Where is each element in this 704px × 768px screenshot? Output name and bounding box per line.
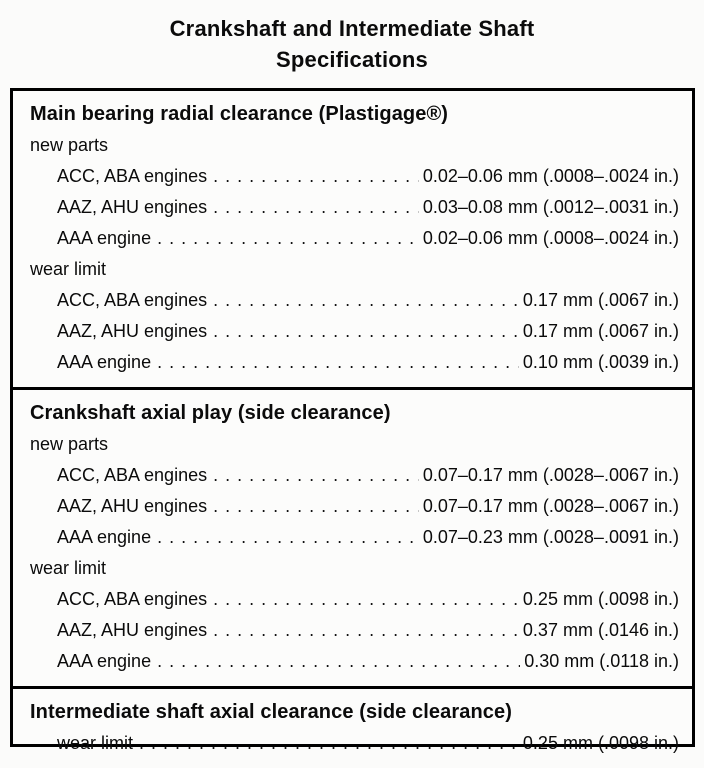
section-heading: Main bearing radial clearance (Plastigage®) [30,103,449,125]
dot-leader [157,347,519,378]
group-label-wear-limit: wear limit [30,558,107,578]
spec-row [57,316,679,347]
spec-row [57,460,679,491]
spec-row [57,615,679,646]
section-heading: Crankshaft axial play (side clearance) [30,402,391,424]
page-title-line-1: Crankshaft and Intermediate Shaft [169,16,535,41]
dot-leader [157,646,520,677]
dot-leader [213,491,419,522]
dot-leader [157,223,419,254]
group-label-wear-limit: wear limit [30,259,107,279]
group-label-new-parts: new parts [30,135,109,155]
row-value: 0.07–0.23 mm (.0028–.0091 in.) [422,527,679,547]
dot-leader [213,316,519,347]
row-label: AAA engine [57,352,152,372]
row-label: ACC, ABA engines [57,465,208,485]
row-value: 0.03–0.08 mm (.0012–.0031 in.) [422,197,679,217]
dot-leader [213,285,519,316]
group-label-new-parts: new parts [30,434,109,454]
row-value: 0.17 mm (.0067 in.) [522,290,679,310]
spec-row [57,491,679,522]
row-label: wear limit [57,733,134,753]
spec-row [57,522,679,553]
row-value: 0.07–0.17 mm (.0028–.0067 in.) [422,496,679,516]
spec-row [57,584,679,615]
dot-leader [213,615,519,646]
page-title-line-2: Specifications [276,47,428,72]
row-value: 0.37 mm (.0146 in.) [522,620,679,640]
row-label: AAA engine [57,651,152,671]
spec-row [57,646,679,677]
row-value: 0.10 mm (.0039 in.) [522,352,679,372]
row-label: AAZ, AHU engines [57,321,208,341]
dot-leader [213,584,519,615]
dot-leader [139,728,519,759]
spec-row [57,728,679,759]
dot-leader [157,522,419,553]
specifications-table [10,88,695,753]
spec-row [57,347,679,378]
row-value: 0.02–0.06 mm (.0008–.0024 in.) [422,166,679,186]
row-value: 0.30 mm (.0118 in.) [524,651,679,671]
row-label: ACC, ABA engines [57,290,208,310]
section-main-bearing-radial-clearance [13,91,692,387]
row-label: AAA engine [57,527,152,547]
spec-row [57,223,679,254]
spec-row [57,192,679,223]
row-label: AAZ, AHU engines [57,620,208,640]
row-value: 0.07–0.17 mm (.0028–.0067 in.) [422,465,679,485]
row-label: AAA engine [57,228,152,248]
section-heading: Intermediate shaft axial clearance (side clearance) [30,701,513,723]
section-crankshaft-axial-play [13,387,692,686]
spec-row [57,161,679,192]
row-label: AAZ, AHU engines [57,496,208,516]
dot-leader [213,161,419,192]
page-title [0,0,704,75]
spec-row [57,285,679,316]
row-label: ACC, ABA engines [57,166,208,186]
dot-leader [213,192,419,223]
row-label: ACC, ABA engines [57,589,208,609]
dot-leader [213,460,419,491]
row-value: 0.02–0.06 mm (.0008–.0024 in.) [422,228,679,248]
row-label: AAZ, AHU engines [57,197,208,217]
row-value: 0.25 mm (.0098 in.) [522,733,679,753]
row-value: 0.25 mm (.0098 in.) [522,589,679,609]
row-value: 0.17 mm (.0067 in.) [522,321,679,341]
